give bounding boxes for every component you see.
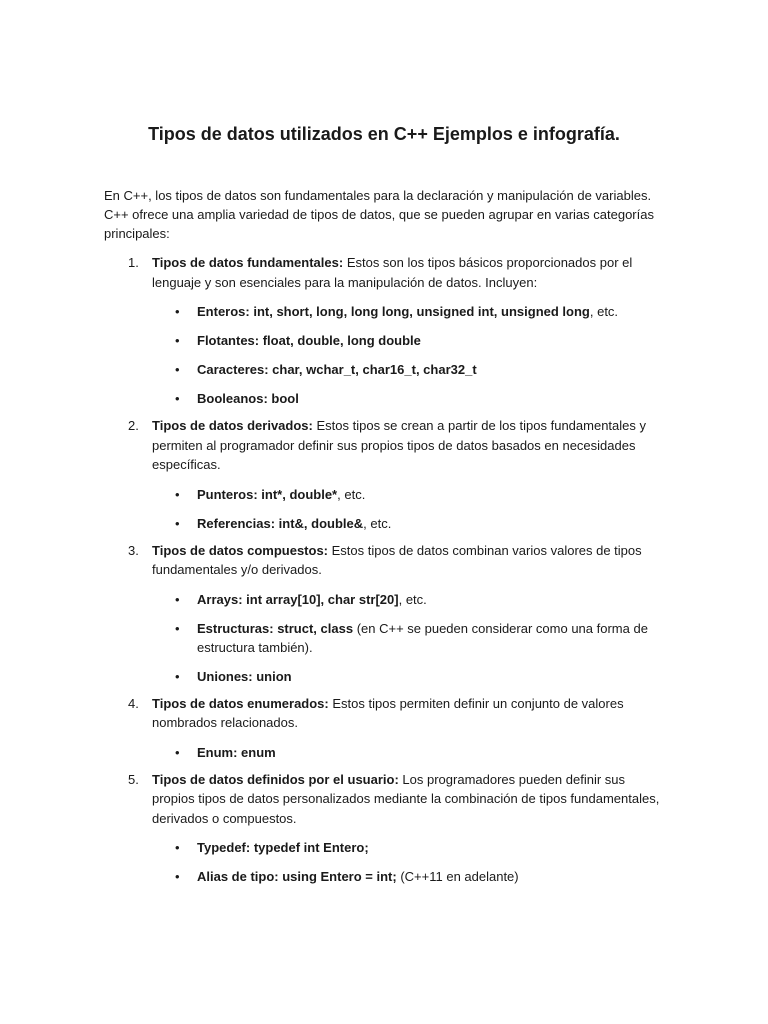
category-description	[152, 541, 664, 580]
category-list	[104, 253, 664, 886]
list-number: 3.	[128, 542, 139, 558]
type-example-list	[152, 302, 664, 408]
bullet-icon: •	[175, 486, 180, 502]
bullet-icon: •	[175, 840, 180, 855]
category-text: Estos tipos de datos combinan varios valores de tipos fundamentales y/o derivados.	[152, 542, 642, 577]
type-example-bold: Punteros: int*, double*	[197, 486, 338, 502]
category-heading: Tipos de datos derivados:	[152, 418, 313, 433]
type-example-item	[152, 838, 664, 857]
bullet-icon: •	[175, 333, 180, 348]
category-description	[152, 416, 664, 475]
type-example-item	[152, 302, 664, 321]
type-example-bold: Flotantes: float, double, long double	[197, 333, 421, 348]
type-example-bold: Enteros: int, short, long, long long, unsigned int, unsigned long	[197, 304, 590, 319]
bullet-icon: •	[175, 869, 180, 884]
bullet-icon: •	[175, 362, 180, 377]
type-example-bold: Booleanos: bool	[197, 391, 299, 406]
category-description	[152, 694, 664, 733]
type-example-item	[152, 667, 664, 686]
type-example-item	[152, 619, 664, 657]
type-example-rest: , etc.	[589, 304, 619, 319]
category-item	[104, 416, 664, 533]
type-example-item	[152, 360, 664, 379]
list-number: 4.	[128, 695, 139, 711]
category-heading: Tipos de datos definidos por el usuario:	[152, 771, 399, 787]
type-example-item	[152, 389, 664, 408]
category-text: Estos tipos se crean a partir de los tipos fundamentales y permiten al programador definir sus propios tipos de datos basados en necesidades específicas.	[152, 418, 646, 472]
list-number: 2.	[128, 418, 139, 433]
type-example-bold: Alias de tipo: using Entero = int;	[197, 869, 397, 884]
category-item	[104, 541, 664, 686]
type-example-list	[152, 590, 664, 686]
type-example-list	[152, 485, 664, 533]
bullet-icon: •	[175, 620, 180, 636]
bullet-icon: •	[175, 744, 180, 760]
type-example-rest: , etc.	[363, 515, 392, 531]
category-heading: Tipos de datos fundamentales:	[152, 255, 344, 270]
intro-paragraph: En C++, los tipos de datos son fundamentales para la declaración y manipulación de variables. C++ ofrece una amplia variedad de tipos de datos, que se pueden agrupar en varias categorías principales:	[104, 188, 654, 241]
bullet-icon: •	[175, 391, 180, 406]
type-example-bold: Arrays: int array[10], char str[20]	[197, 591, 399, 607]
category-item	[104, 694, 664, 762]
type-example-bold: Uniones: union	[197, 668, 292, 684]
category-item	[104, 770, 664, 887]
category-heading: Tipos de datos enumerados:	[152, 695, 329, 711]
bullet-icon: •	[175, 668, 180, 684]
type-example-rest: (C++11 en adelante)	[396, 869, 519, 884]
category-description	[152, 253, 664, 292]
category-text: Estos tipos permiten definir un conjunto de valores nombrados relacionados.	[152, 695, 624, 730]
type-example-bold: Enum: enum	[197, 744, 276, 760]
type-example-bold: Estructuras: struct, class	[197, 620, 354, 636]
type-example-item	[152, 485, 664, 504]
category-item	[104, 253, 664, 408]
type-example-item	[152, 743, 664, 762]
type-example-bold: Referencias: int&, double&	[197, 515, 364, 531]
type-example-rest: , etc.	[398, 591, 427, 607]
type-example-list	[152, 838, 664, 886]
category-description	[152, 770, 664, 829]
type-example-item	[152, 514, 664, 533]
type-example-list	[152, 743, 664, 762]
type-example-rest: (en C++ se pueden considerar como una forma de estructura también).	[197, 620, 648, 655]
list-number: 1.	[128, 255, 139, 270]
type-example-rest: , etc.	[337, 486, 366, 502]
bullet-icon: •	[175, 591, 180, 607]
category-heading: Tipos de datos compuestos:	[152, 542, 329, 558]
type-example-item	[152, 331, 664, 350]
category-text: Estos son los tipos básicos proporcionados por el lenguaje y son esenciales para la manipulación de datos. Incluyen:	[152, 255, 633, 290]
page-title: Tipos de datos utilizados en C++ Ejemplos e infografía.	[148, 124, 620, 144]
bullet-icon: •	[175, 515, 180, 531]
type-example-bold: Typedef: typedef int Entero;	[197, 840, 369, 855]
list-number: 5.	[128, 771, 139, 787]
category-text: Los programadores pueden definir sus propios tipos de datos personalizados mediante la combinación de tipos fundamentales, derivados o compuestos.	[152, 771, 660, 826]
type-example-item	[152, 867, 664, 886]
type-example-item	[152, 590, 664, 609]
type-example-bold: Caracteres: char, wchar_t, char16_t, char32_t	[197, 362, 477, 377]
bullet-icon: •	[175, 304, 180, 319]
